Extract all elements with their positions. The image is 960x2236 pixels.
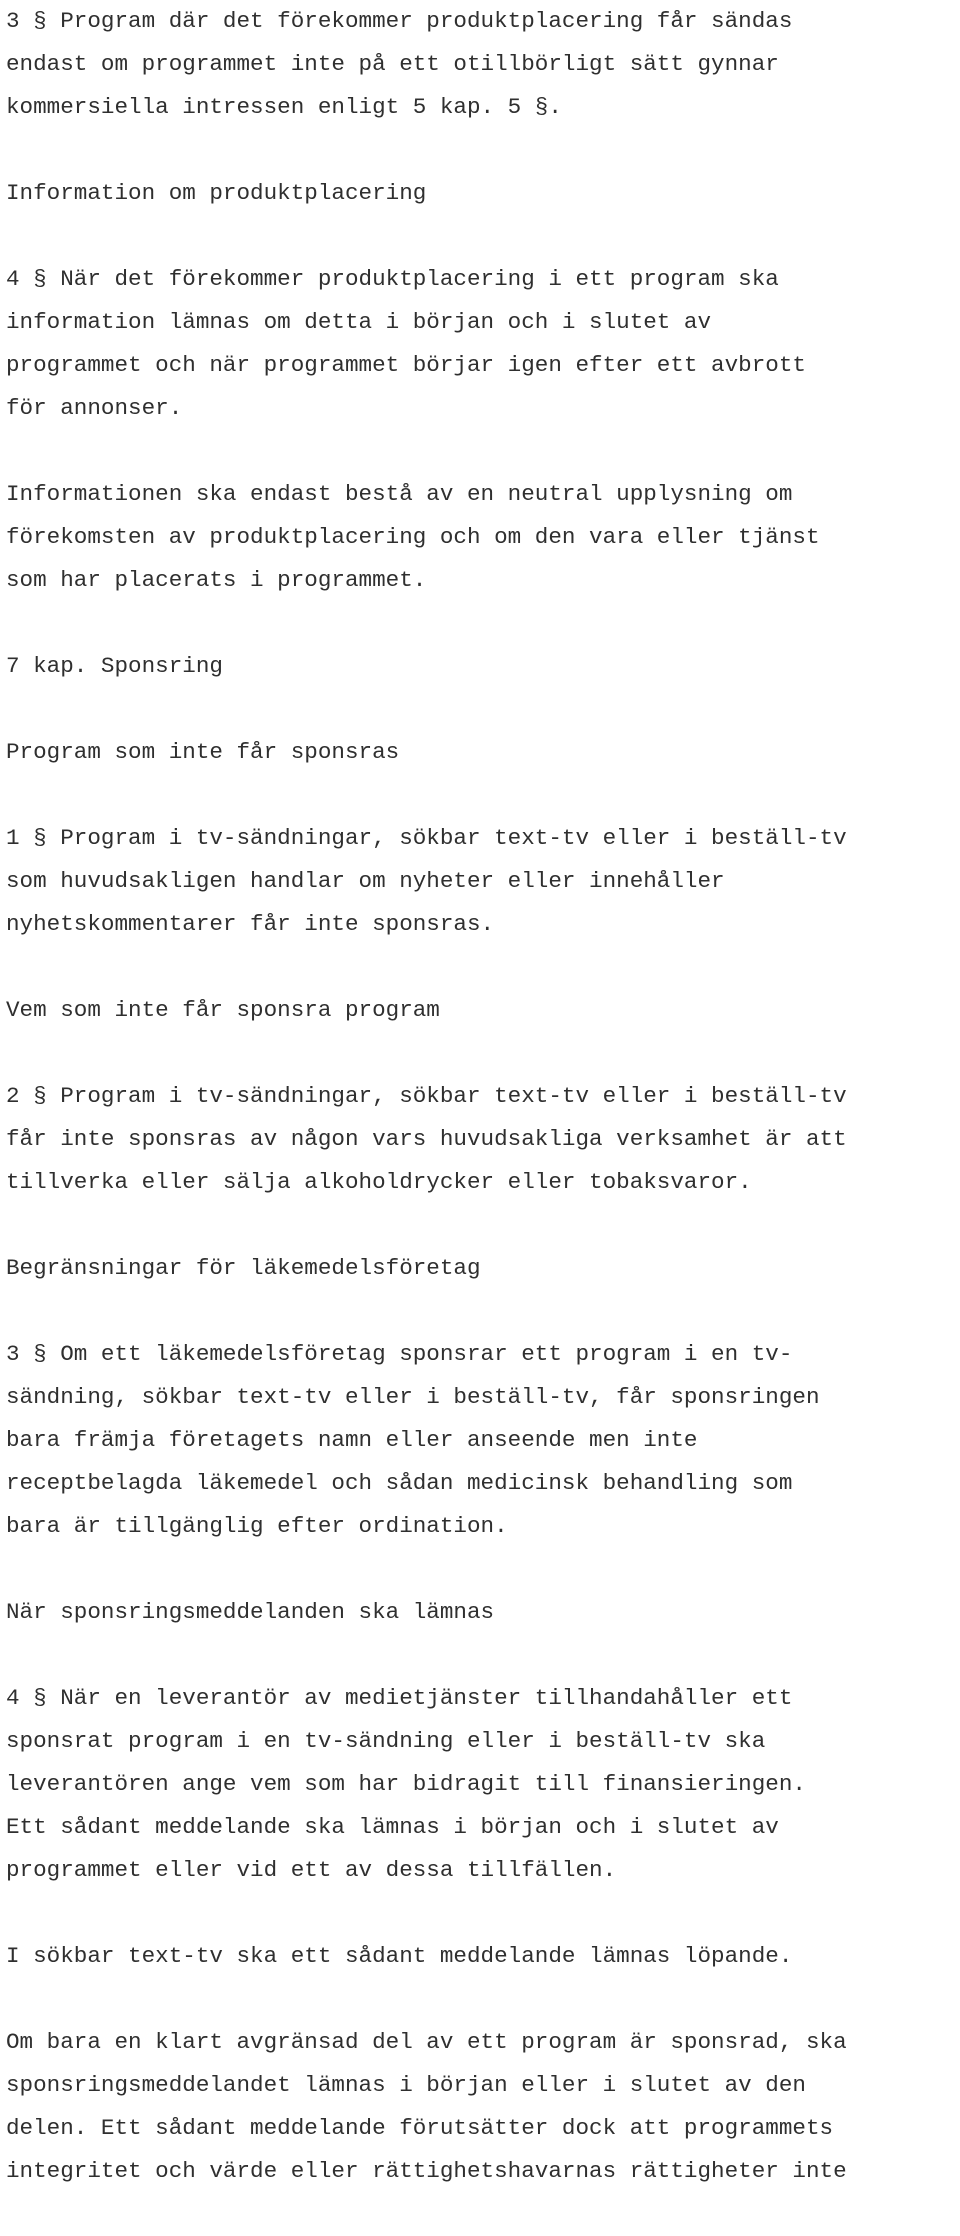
text-line: Program som inte får sponsras	[6, 739, 400, 765]
text-line: I sökbar text-tv ska ett sådant meddelande lämnas löpande.	[6, 1943, 793, 1969]
section-heading	[6, 989, 956, 1032]
text-line: 4 § När en leverantör av medietjänster tillhandahåller ett	[6, 1685, 793, 1711]
text-line: 3 § Om ett läkemedelsföretag sponsrar ett program i en tv-	[6, 1341, 793, 1367]
text-line: När sponsringsmeddelanden ska lämnas	[6, 1599, 495, 1625]
section-heading	[6, 1591, 956, 1634]
text-line: för annonser.	[6, 395, 183, 421]
section-heading	[6, 731, 956, 774]
text-line: 1 § Program i tv-sändningar, sökbar text-tv eller i beställ-tv	[6, 825, 847, 851]
section-heading	[6, 645, 956, 688]
text-line: programmet eller vid ett av dessa tillfällen.	[6, 1857, 617, 1883]
text-line: kommersiella intressen enligt 5 kap. 5 §.	[6, 94, 562, 120]
text-line: receptbelagda läkemedel och sådan medicinsk behandling som	[6, 1470, 793, 1496]
text-line: som har placerats i programmet.	[6, 567, 427, 593]
text-line: förekomsten av produktplacering och om den vara eller tjänst	[6, 524, 820, 550]
text-line: bara främja företagets namn eller anseende men inte	[6, 1427, 698, 1453]
paragraph	[6, 1677, 956, 1892]
text-line: nyhetskommentarer får inte sponsras.	[6, 911, 495, 937]
text-line: Begränsningar för läkemedelsföretag	[6, 1255, 481, 1281]
text-line: tillverka eller sälja alkoholdrycker eller tobaksvaror.	[6, 1169, 752, 1195]
document-page	[6, 0, 956, 2236]
paragraph	[6, 1333, 956, 1548]
text-line: bara är tillgänglig efter ordination.	[6, 1513, 508, 1539]
section-heading	[6, 172, 956, 215]
section-heading	[6, 1247, 956, 1290]
paragraph	[6, 2021, 956, 2193]
text-line: integritet och värde eller rättighetshavarnas rättigheter inte	[6, 2158, 847, 2184]
text-line: information lämnas om detta i början och i slutet av	[6, 309, 712, 335]
text-line: delen. Ett sådant meddelande förutsätter dock att programmets	[6, 2115, 834, 2141]
paragraph	[6, 0, 956, 129]
text-line: Om bara en klart avgränsad del av ett program är sponsrad, ska	[6, 2029, 847, 2055]
text-line: som huvudsakligen handlar om nyheter eller innehåller	[6, 868, 725, 894]
text-line: endast om programmet inte på ett otillbörligt sätt gynnar	[6, 51, 779, 77]
text-line: Informationen ska endast bestå av en neutral upplysning om	[6, 481, 793, 507]
text-line: får inte sponsras av någon vars huvudsakliga verksamhet är att	[6, 1126, 847, 1152]
text-line: Vem som inte får sponsra program	[6, 997, 440, 1023]
text-line: 3 § Program där det förekommer produktplacering får sändas	[6, 8, 793, 34]
paragraph	[6, 1935, 956, 1978]
paragraph	[6, 817, 956, 946]
text-line: Ett sådant meddelande ska lämnas i början och i slutet av	[6, 1814, 779, 1840]
paragraph	[6, 258, 956, 430]
text-line: sponsringsmeddelandet lämnas i början eller i slutet av den	[6, 2072, 806, 2098]
text-line: 7 kap. Sponsring	[6, 653, 223, 679]
paragraph	[6, 473, 956, 602]
text-line: leverantören ange vem som har bidragit till finansieringen.	[6, 1771, 806, 1797]
text-line: programmet och när programmet börjar igen efter ett avbrott	[6, 352, 806, 378]
text-line: sponsrat program i en tv-sändning eller i beställ-tv ska	[6, 1728, 766, 1754]
text-line: Information om produktplacering	[6, 180, 427, 206]
text-line: 4 § När det förekommer produktplacering i ett program ska	[6, 266, 779, 292]
text-line: 2 § Program i tv-sändningar, sökbar text-tv eller i beställ-tv	[6, 1083, 847, 1109]
paragraph	[6, 1075, 956, 1204]
text-line: sändning, sökbar text-tv eller i beställ-tv, får sponsringen	[6, 1384, 820, 1410]
